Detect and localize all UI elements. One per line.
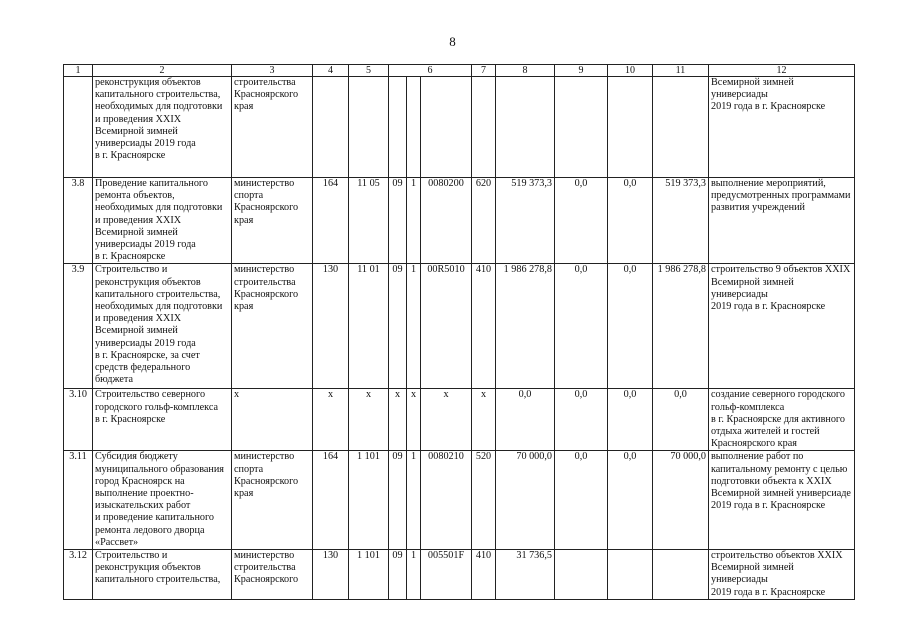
cell-col10 [608,77,653,178]
cell-col6a: 09 [389,264,407,389]
cell-col9: 0,0 [555,451,608,550]
column-header: 11 [653,65,709,77]
cell-col9 [555,550,608,600]
cell-col6b: 1 [407,451,421,550]
cell-col11 [653,77,709,178]
cell-col7: 520 [472,451,496,550]
cell-col6c: х [421,389,472,451]
cell-col7: 410 [472,264,496,389]
cell-col4 [313,77,349,178]
cell-col6b: 1 [407,178,421,264]
column-header: 6 [389,65,472,77]
column-header: 12 [709,65,855,77]
cell-col5 [349,77,389,178]
row-organization: министерство строительства Красноярского [232,550,313,600]
table-row [64,550,855,600]
cell-col8: 31 736,5 [496,550,555,600]
cell-col5: х [349,389,389,451]
cell-col7: 410 [472,550,496,600]
cell-col10 [608,550,653,600]
row-number: 3.11 [64,451,93,550]
cell-col4: 130 [313,264,349,389]
cell-col6a: 09 [389,550,407,600]
cell-col6c [421,77,472,178]
cell-col7 [472,77,496,178]
cell-col8: 519 373,3 [496,178,555,264]
row-number [64,77,93,178]
row-number: 3.9 [64,264,93,389]
table-row [64,77,855,178]
budget-table [63,64,855,600]
cell-col8: 1 986 278,8 [496,264,555,389]
cell-col8 [496,77,555,178]
cell-col4: 164 [313,178,349,264]
cell-col4: х [313,389,349,451]
header-row [64,65,855,77]
cell-col6c: 0080200 [421,178,472,264]
cell-col12: строительство объектов XXIX Всемирной зимней универсиады 2019 года в г. Красноярске [709,550,855,600]
row-organization: х [232,389,313,451]
cell-col12: строительство 9 объектов XXIX Всемирной зимней универсиады 2019 года в г. Красноярске [709,264,855,389]
cell-col7: 620 [472,178,496,264]
cell-col6a: х [389,389,407,451]
cell-col7: х [472,389,496,451]
row-organization: министерство строительства Красноярского края [232,264,313,389]
table-row [64,178,855,264]
column-header: 1 [64,65,93,77]
row-name: Строительство и реконструкция объектов капитального строительства, [93,550,232,600]
column-header: 4 [313,65,349,77]
cell-col5: 1 101 [349,451,389,550]
cell-col4: 130 [313,550,349,600]
cell-col9: 0,0 [555,264,608,389]
cell-col11: 70 000,0 [653,451,709,550]
cell-col12: выполнение работ по капитальному ремонту с целью подготовки объекта к XXIX Всемирной зимней универсиаде 2019 года в г. Красноярске [709,451,855,550]
column-header: 9 [555,65,608,77]
table-row [64,451,855,550]
column-header: 7 [472,65,496,77]
cell-col6b [407,77,421,178]
row-organization: строительства Красноярского края [232,77,313,178]
cell-col8: 70 000,0 [496,451,555,550]
column-header: 8 [496,65,555,77]
cell-col10: 0,0 [608,178,653,264]
row-organization: министерство спорта Красноярского края [232,451,313,550]
column-header: 10 [608,65,653,77]
row-number: 3.12 [64,550,93,600]
cell-col11 [653,550,709,600]
cell-col12: создание северного городского гольф-комплекса в г. Красноярске для активного отдыха жителей и гостей Красноярского края [709,389,855,451]
cell-col6b: 1 [407,550,421,600]
row-name: Строительство и реконструкция объектов капитального строительства, необходимых для подготовки и проведения XXIX Всемирной зимней универсиады 2019 года в г. Красноярске, за счет средств федерального бюджета [93,264,232,389]
cell-col11: 0,0 [653,389,709,451]
cell-col9: 0,0 [555,178,608,264]
cell-col5: 1 101 [349,550,389,600]
row-number: 3.8 [64,178,93,264]
cell-col6c: 0080210 [421,451,472,550]
cell-col6c: 005501F [421,550,472,600]
cell-col10: 0,0 [608,451,653,550]
cell-col11: 519 373,3 [653,178,709,264]
cell-col12: выполнение мероприятий, предусмотренных программами развития учреждений [709,178,855,264]
table-row [64,389,855,451]
cell-col12: Всемирной зимней универсиады 2019 года в г. Красноярске [709,77,855,178]
column-header: 2 [93,65,232,77]
cell-col10: 0,0 [608,389,653,451]
cell-col5: 11 01 [349,264,389,389]
cell-col6c: 00R5010 [421,264,472,389]
cell-col6a: 09 [389,451,407,550]
cell-col5: 11 05 [349,178,389,264]
cell-col4: 164 [313,451,349,550]
cell-col6b: х [407,389,421,451]
page-number: 8 [449,34,456,49]
column-header: 3 [232,65,313,77]
column-header: 5 [349,65,389,77]
table-row [64,264,855,389]
row-number: 3.10 [64,389,93,451]
row-name: Проведение капитального ремонта объектов, необходимых для подготовки и проведения XXIX Всемирной зимней универсиады 2019 года в г. Красноярске [93,178,232,264]
cell-col6a [389,77,407,178]
row-name: Строительство северного городского гольф-комплекса в г. Красноярске [93,389,232,451]
cell-col6b: 1 [407,264,421,389]
cell-col8: 0,0 [496,389,555,451]
cell-col9 [555,77,608,178]
row-name: Субсидия бюджету муниципального образования город Красноярск на выполнение проектно- изыскательских работ и проведение капитального ремонта ледового дворца «Рассвет» [93,451,232,550]
cell-col9: 0,0 [555,389,608,451]
row-name: реконструкция объектов капитального строительства, необходимых для подготовки и проведения XXIX Всемирной зимней универсиады 2019 года в г. Красноярске [93,77,232,178]
cell-col6a: 09 [389,178,407,264]
row-organization: министерство спорта Красноярского края [232,178,313,264]
cell-col10: 0,0 [608,264,653,389]
cell-col11: 1 986 278,8 [653,264,709,389]
